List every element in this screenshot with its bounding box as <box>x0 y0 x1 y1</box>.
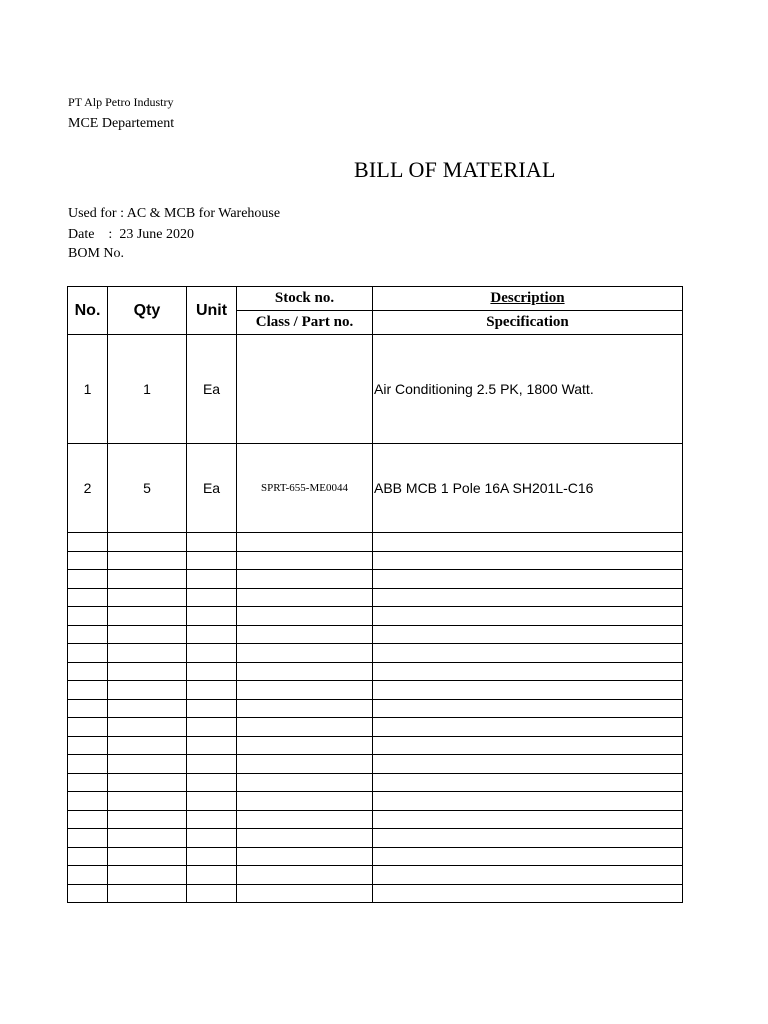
empty-cell <box>108 884 187 903</box>
empty-cell <box>237 588 373 607</box>
empty-table-row <box>68 662 683 681</box>
empty-cell <box>237 773 373 792</box>
empty-cell <box>373 718 683 737</box>
empty-cell <box>68 755 108 774</box>
row-description: ABB MCB 1 Pole 16A SH201L-C16 <box>373 444 683 533</box>
header-class-part-no: Class / Part no. <box>237 311 373 335</box>
empty-cell <box>237 662 373 681</box>
bom-number-line: BOM No. <box>68 246 125 261</box>
empty-cell <box>373 755 683 774</box>
empty-table-row <box>68 681 683 700</box>
empty-table-row <box>68 773 683 792</box>
empty-cell <box>237 607 373 626</box>
empty-cell <box>187 792 237 811</box>
empty-cell <box>108 866 187 885</box>
empty-cell <box>373 829 683 848</box>
empty-cell <box>108 662 187 681</box>
used-for-line: Used for : AC & MCB for Warehouse <box>68 206 281 221</box>
header-no: No. <box>68 287 108 335</box>
empty-cell <box>373 810 683 829</box>
empty-table-row <box>68 829 683 848</box>
empty-cell <box>187 551 237 570</box>
empty-cell <box>237 699 373 718</box>
empty-cell <box>237 681 373 700</box>
empty-cell <box>68 681 108 700</box>
empty-cell <box>237 755 373 774</box>
table-header-row <box>68 287 683 311</box>
empty-cell <box>187 588 237 607</box>
empty-cell <box>187 570 237 589</box>
date-line: Date : 23 June 2020 <box>68 227 194 242</box>
empty-cell <box>68 662 108 681</box>
empty-cell <box>237 866 373 885</box>
empty-cell <box>68 625 108 644</box>
empty-cell <box>187 607 237 626</box>
header-description: Description <box>373 287 683 311</box>
empty-table-row <box>68 736 683 755</box>
header-stock-no: Stock no. <box>237 287 373 311</box>
empty-cell <box>68 570 108 589</box>
empty-cell <box>237 736 373 755</box>
empty-cell <box>373 662 683 681</box>
row-no: 1 <box>68 335 108 444</box>
empty-cell <box>187 810 237 829</box>
empty-cell <box>237 829 373 848</box>
empty-table-row <box>68 625 683 644</box>
empty-table-row <box>68 588 683 607</box>
empty-cell <box>237 625 373 644</box>
empty-cell <box>187 884 237 903</box>
empty-cell <box>108 736 187 755</box>
empty-cell <box>237 810 373 829</box>
empty-cell <box>187 866 237 885</box>
empty-cell <box>187 755 237 774</box>
empty-cell <box>237 884 373 903</box>
empty-cell <box>108 681 187 700</box>
empty-cell <box>373 866 683 885</box>
row-qty: 5 <box>108 444 187 533</box>
empty-cell <box>373 533 683 552</box>
empty-cell <box>373 588 683 607</box>
empty-cell <box>373 884 683 903</box>
empty-cell <box>108 792 187 811</box>
empty-cell <box>187 699 237 718</box>
empty-cell <box>237 551 373 570</box>
empty-table-row <box>68 644 683 663</box>
empty-cell <box>108 755 187 774</box>
empty-cell <box>373 681 683 700</box>
row-unit: Ea <box>187 444 237 533</box>
empty-cell <box>373 570 683 589</box>
empty-cell <box>68 718 108 737</box>
empty-table-row <box>68 755 683 774</box>
bom-table <box>67 286 683 903</box>
empty-cell <box>187 773 237 792</box>
empty-cell <box>108 551 187 570</box>
empty-cell <box>187 662 237 681</box>
empty-cell <box>68 847 108 866</box>
company-name: PT Alp Petro Industry <box>68 95 174 109</box>
empty-cell <box>68 866 108 885</box>
empty-table-row <box>68 847 683 866</box>
empty-cell <box>108 718 187 737</box>
empty-cell <box>373 607 683 626</box>
row-unit: Ea <box>187 335 237 444</box>
empty-cell <box>108 607 187 626</box>
empty-cell <box>187 736 237 755</box>
empty-cell <box>373 551 683 570</box>
empty-cell <box>237 533 373 552</box>
empty-table-row <box>68 792 683 811</box>
empty-table-row <box>68 866 683 885</box>
empty-cell <box>108 533 187 552</box>
empty-cell <box>187 847 237 866</box>
empty-cell <box>68 792 108 811</box>
empty-table-row <box>68 551 683 570</box>
empty-cell <box>68 607 108 626</box>
empty-cell <box>68 810 108 829</box>
empty-cell <box>237 644 373 663</box>
row-qty: 1 <box>108 335 187 444</box>
row-no: 2 <box>68 444 108 533</box>
empty-cell <box>237 570 373 589</box>
empty-cell <box>108 773 187 792</box>
empty-table-row <box>68 607 683 626</box>
empty-cell <box>237 847 373 866</box>
empty-table-row <box>68 718 683 737</box>
header-qty: Qty <box>108 287 187 335</box>
empty-cell <box>108 588 187 607</box>
empty-cell <box>68 551 108 570</box>
header-unit: Unit <box>187 287 237 335</box>
empty-cell <box>187 533 237 552</box>
empty-cell <box>68 588 108 607</box>
empty-cell <box>187 625 237 644</box>
empty-cell <box>68 533 108 552</box>
empty-cell <box>237 718 373 737</box>
department-name: MCE Departement <box>68 116 175 131</box>
empty-cell <box>237 792 373 811</box>
empty-table-row <box>68 810 683 829</box>
empty-cell <box>373 736 683 755</box>
empty-table-row <box>68 570 683 589</box>
table-row <box>68 335 683 444</box>
empty-table-row <box>68 699 683 718</box>
empty-cell <box>108 829 187 848</box>
empty-cell <box>373 699 683 718</box>
empty-cell <box>68 829 108 848</box>
table-row <box>68 444 683 533</box>
empty-cell <box>68 884 108 903</box>
empty-cell <box>108 847 187 866</box>
empty-cell <box>187 681 237 700</box>
empty-cell <box>187 829 237 848</box>
empty-cell <box>108 810 187 829</box>
empty-cell <box>108 699 187 718</box>
empty-cell <box>373 773 683 792</box>
empty-cell <box>187 718 237 737</box>
empty-cell <box>373 625 683 644</box>
empty-cell <box>68 773 108 792</box>
row-part-no <box>237 335 373 444</box>
empty-cell <box>68 644 108 663</box>
empty-table-row <box>68 533 683 552</box>
empty-cell <box>108 570 187 589</box>
row-description: Air Conditioning 2.5 PK, 1800 Watt. <box>373 335 683 444</box>
empty-cell <box>187 644 237 663</box>
row-part-no: SPRT-655-ME0044 <box>237 444 373 533</box>
empty-cell <box>373 644 683 663</box>
empty-cell <box>373 792 683 811</box>
empty-cell <box>68 736 108 755</box>
empty-cell <box>68 699 108 718</box>
empty-cell <box>373 847 683 866</box>
empty-cell <box>108 644 187 663</box>
empty-table-row <box>68 884 683 903</box>
document-title: BILL OF MATERIAL <box>354 157 556 182</box>
empty-cell <box>108 625 187 644</box>
header-specification: Specification <box>373 311 683 335</box>
